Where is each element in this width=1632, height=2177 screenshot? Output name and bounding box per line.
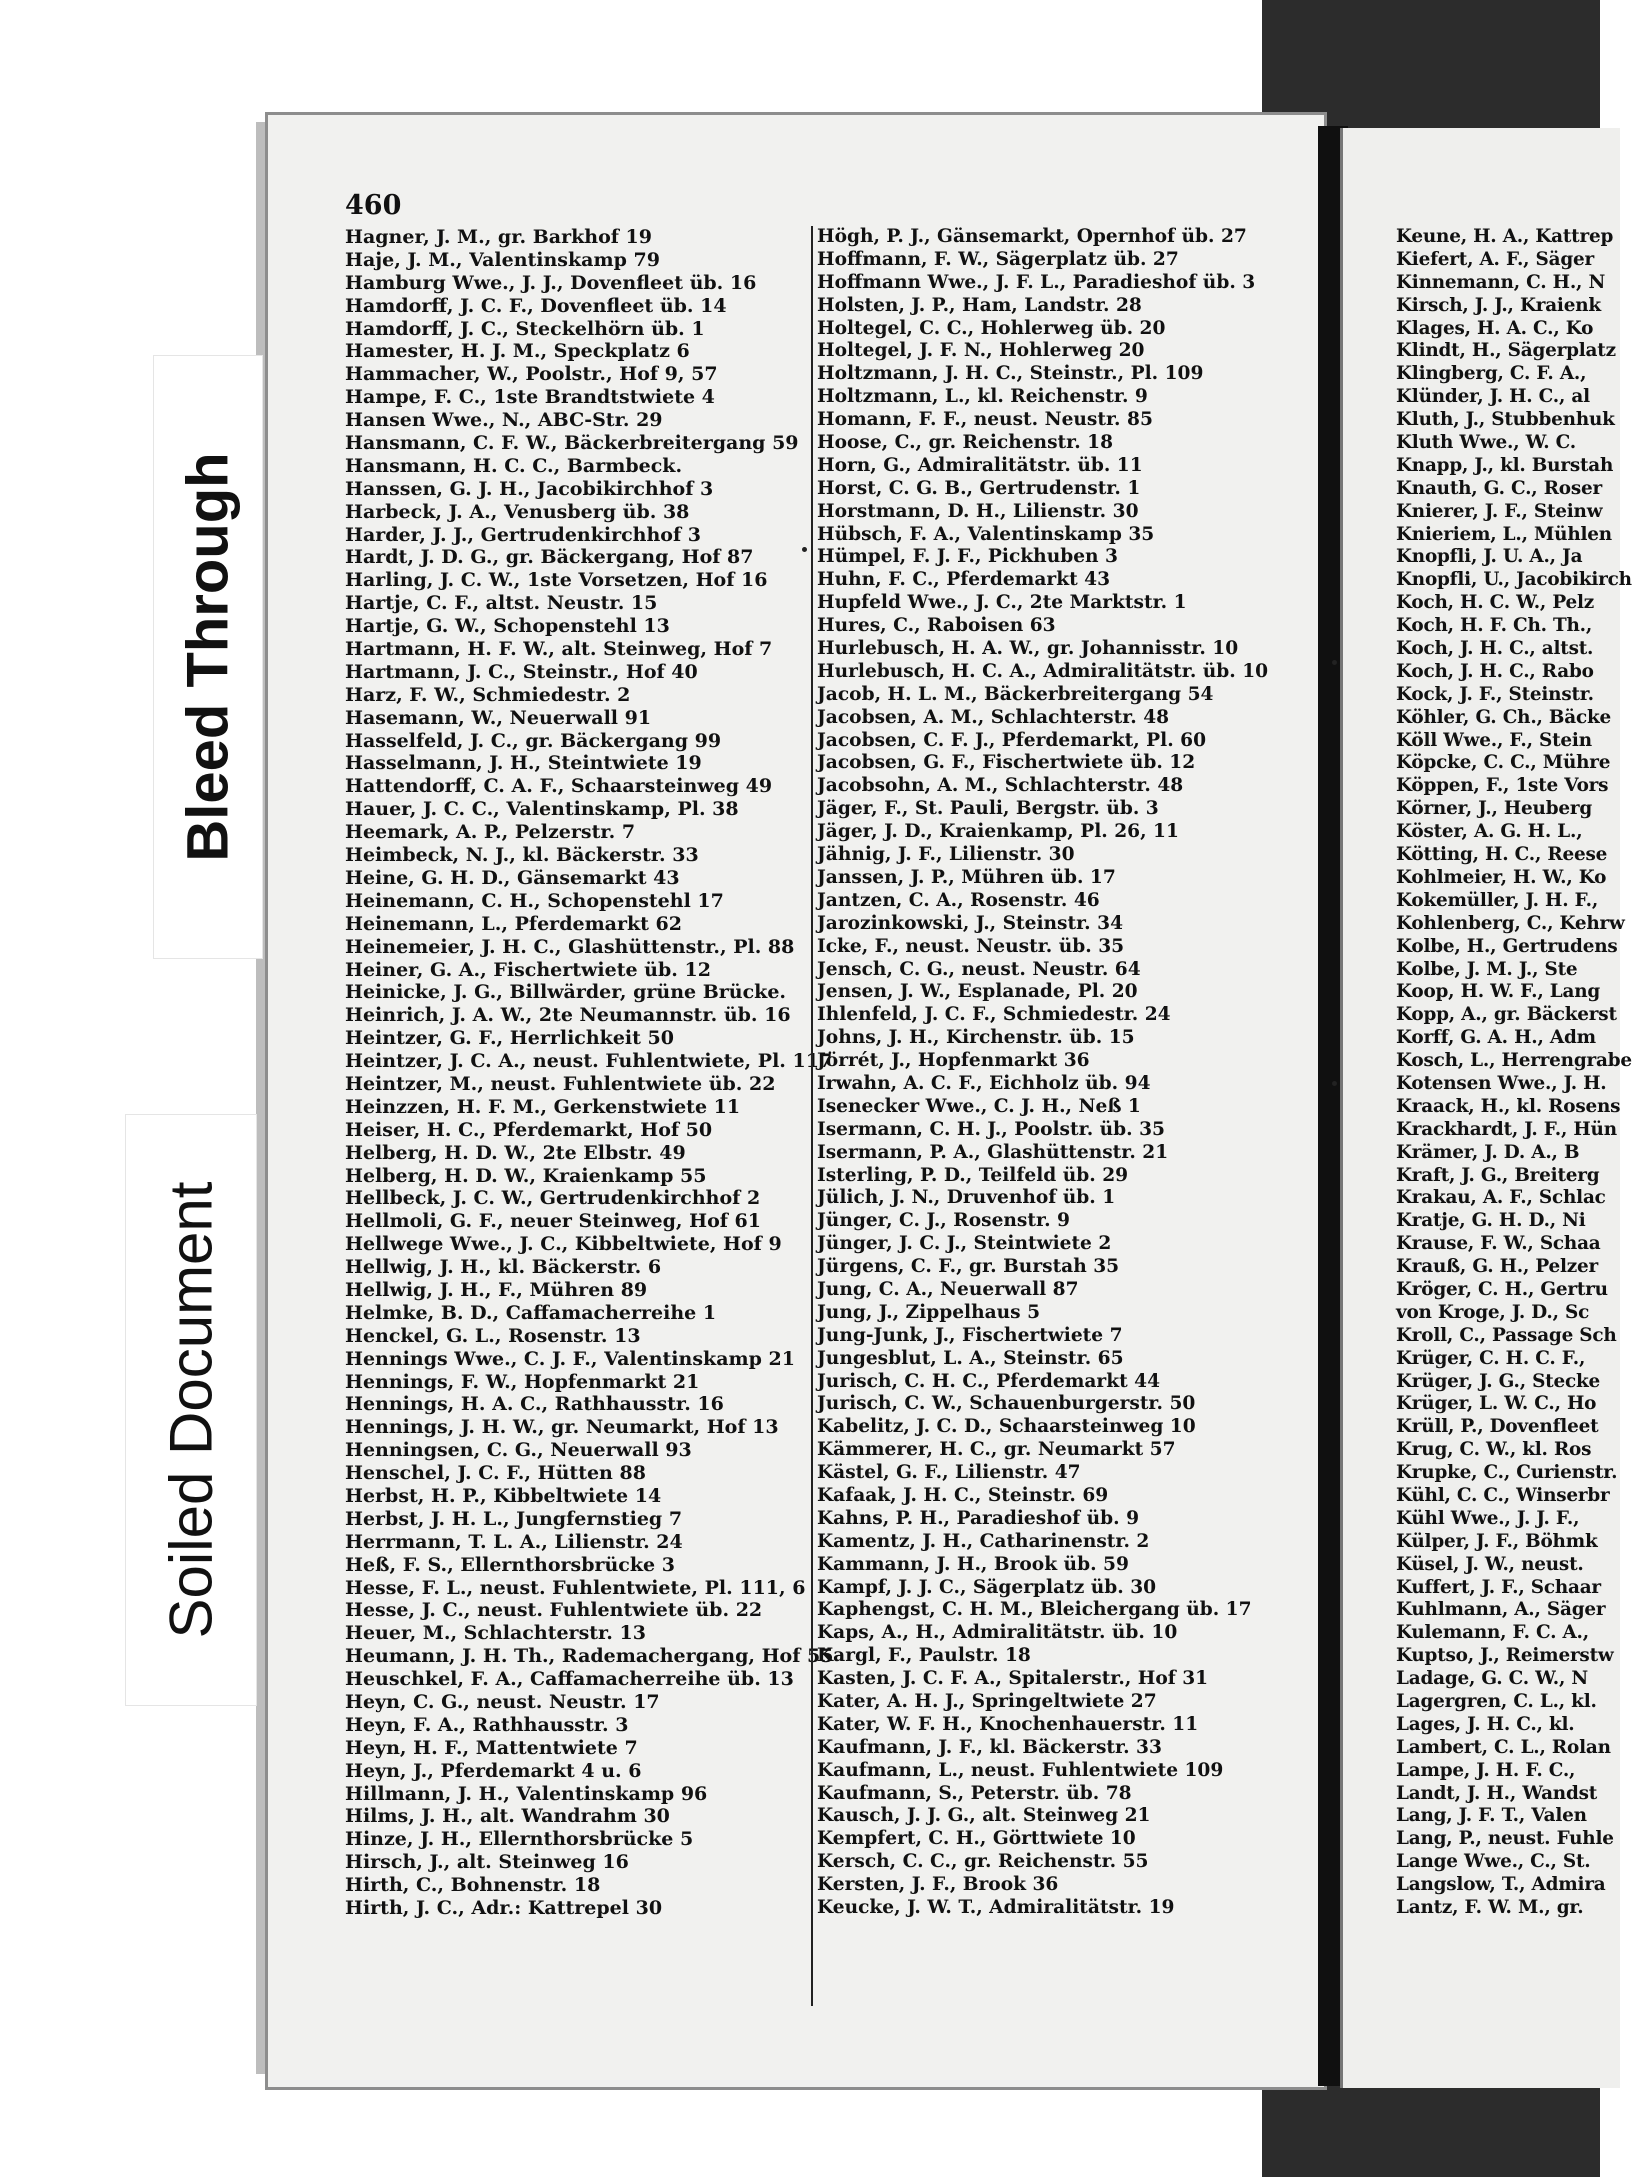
directory-entry: Lantz, F. W. M., gr. — [1396, 1897, 1584, 1919]
directory-entry: Langslow, T., Admira — [1396, 1874, 1606, 1896]
directory-entry: Hinze, J. H., Ellernthorsbrücke 5 — [345, 1828, 694, 1851]
directory-entry: Kater, A. H. J., Springeltwiete 27 — [817, 1691, 1157, 1712]
directory-entry: Hennings Wwe., C. J. F., Valentinskamp 21 — [345, 1347, 795, 1370]
directory-entry: Horstmann, D. H., Lilienstr. 30 — [817, 500, 1139, 522]
directory-entry: Krüll, P., Dovenfleet — [1396, 1416, 1599, 1438]
directory-entry: Lang, J. F. T., Valen — [1396, 1805, 1587, 1827]
directory-entry: Kaufmann, S., Peterstr. üb. 78 — [817, 1782, 1132, 1804]
directory-entry: Hasemann, W., Neuerwall 91 — [345, 706, 652, 729]
directory-entry: Kraft, J. G., Breiterg — [1396, 1164, 1600, 1186]
directory-entry: Koch, J. H. C., Rabo — [1396, 660, 1594, 682]
directory-entry: Jünger, C. J., Rosenstr. 9 — [817, 1210, 1070, 1232]
directory-entry: Heinemann, C. H., Schopenstehl 17 — [345, 889, 724, 912]
directory-entry: Hirth, J. C., Adr.: Kattrepel 30 — [345, 1897, 663, 1920]
directory-entry: Hasselfeld, J. C., gr. Bäckergang 99 — [345, 729, 722, 752]
directory-entry: Landt, J. H., Wandst — [1396, 1782, 1598, 1804]
directory-entry: Krämer, J. D. A., B — [1396, 1141, 1580, 1163]
directory-entry: Hupfeld Wwe., J. C., 2te Marktstr. 1 — [817, 592, 1187, 614]
directory-entry: Kolbe, H., Gertrudens — [1396, 935, 1618, 957]
directory-entry: Isterling, P. D., Teilfeld üb. 29 — [817, 1164, 1129, 1186]
directory-entry: Hures, C., Raboisen 63 — [817, 615, 1056, 637]
directory-entry: Helmke, B. D., Caffamacherreihe 1 — [345, 1301, 717, 1324]
soiled-document-label-text: Soiled Document — [157, 1181, 225, 1639]
directory-entry: Krüger, C. H. C. F., — [1396, 1347, 1586, 1369]
directory-entry: Keune, H. A., Kattrep — [1396, 226, 1614, 247]
directory-entry: Jarozinkowski, J., Steinstr. 34 — [817, 912, 1124, 934]
directory-entry: Heyn, F. A., Rathhausstr. 3 — [345, 1713, 629, 1736]
directory-entry: Kiefert, A. F., Säger — [1396, 248, 1595, 270]
directory-entry: Kosch, L., Herrengrabe — [1396, 1050, 1632, 1072]
directory-entry: Koch, H. C. W., Pelz — [1396, 592, 1594, 614]
directory-entry: Hattendorff, C. A. F., Schaarsteinweg 49 — [345, 775, 773, 798]
directory-entry: Haje, J. M., Valentinskamp 79 — [345, 248, 660, 271]
directory-column-right — [1396, 226, 1632, 1920]
directory-entry: Kempfert, C. H., Görttwiete 10 — [817, 1828, 1136, 1850]
directory-entry: Kafaak, J. H. C., Steinstr. 69 — [817, 1484, 1109, 1506]
directory-entry: Heinicke, J. G., Billwärder, grüne Brücke. — [345, 981, 787, 1004]
directory-entry: Krause, F. W., Schaa — [1396, 1233, 1601, 1255]
directory-entry: Kersch, C. C., gr. Reichenstr. 55 — [817, 1851, 1149, 1873]
directory-entry: Koch, J. H. C., altst. — [1396, 638, 1594, 660]
directory-entry: Jungesblut, L. A., Steinstr. 65 — [817, 1347, 1124, 1369]
directory-entry: Hansen Wwe., N., ABC-Str. 29 — [345, 409, 663, 432]
directory-entry: Helberg, H. D. W., 2te Elbstr. 49 — [345, 1141, 686, 1164]
directory-entry: Kabelitz, J. C. D., Schaarsteinweg 10 — [817, 1416, 1196, 1438]
directory-entry: Holsten, J. P., Ham, Landstr. 28 — [817, 294, 1142, 316]
directory-entry: Harz, F. W., Schmiedestr. 2 — [345, 683, 631, 706]
directory-entry: Kratje, G. H. D., Ni — [1396, 1210, 1586, 1232]
directory-entry: Heemark, A. P., Pelzerstr. 7 — [345, 821, 636, 844]
directory-entry: Hesse, F. L., neust. Fuhlentwiete, Pl. 111, 6 — [345, 1576, 806, 1599]
directory-entry: Helberg, H. D. W., Kraienkamp 55 — [345, 1164, 707, 1187]
directory-entry: Hanssen, G. J. H., Jacobikirchhof 3 — [345, 477, 714, 500]
directory-entry: Kuptso, J., Reimerstw — [1396, 1645, 1614, 1667]
directory-entry: Hansmann, H. C. C., Barmbeck. — [345, 454, 683, 477]
directory-entry: Kolbe, J. M. J., Ste — [1396, 958, 1578, 980]
directory-entry: Herrmann, T. L. A., Lilienstr. 24 — [345, 1530, 683, 1553]
directory-entry: Irwahn, A. C. F., Eichholz üb. 94 — [817, 1072, 1151, 1094]
directory-entry: Jörrét, J., Hopfenmarkt 36 — [817, 1050, 1090, 1072]
directory-entry: Kröger, C. H., Gertru — [1396, 1278, 1608, 1300]
directory-entry: Krupke, C., Curienstr. — [1396, 1462, 1618, 1484]
directory-entry: Krug, C. W., kl. Ros — [1396, 1439, 1592, 1461]
directory-entry: Knierer, J. F., Steinw — [1396, 500, 1603, 522]
directory-entry: Hirth, C., Bohnenstr. 18 — [345, 1874, 601, 1897]
directory-entry: Jurisch, C. W., Schauenburgerstr. 50 — [817, 1393, 1196, 1415]
directory-entry: Koop, H. W. F., Lang — [1396, 981, 1601, 1003]
directory-entry: Hennings, F. W., Hopfenmarkt 21 — [345, 1370, 700, 1393]
directory-entry: Jacobsen, C. F. J., Pferdemarkt, Pl. 60 — [817, 729, 1207, 751]
directory-entry: Jäger, J. D., Kraienkamp, Pl. 26, 11 — [817, 821, 1179, 843]
directory-entry: Knapp, J., kl. Burstah — [1396, 454, 1614, 476]
directory-entry: Heß, F. S., Ellernthorsbrücke 3 — [345, 1553, 675, 1576]
directory-entry: Jung, J., Zippelhaus 5 — [817, 1301, 1041, 1323]
directory-entry: Heintzer, M., neust. Fuhlentwiete üb. 22 — [345, 1072, 776, 1095]
directory-entry: Holtzmann, J. H. C., Steinstr., Pl. 109 — [817, 363, 1204, 385]
directory-entry: Küsel, J. W., neust. — [1396, 1553, 1584, 1575]
bleed-through-label — [154, 356, 262, 958]
soiled-document-label — [126, 1115, 256, 1705]
directory-entry: Krakau, A. F., Schlac — [1396, 1187, 1606, 1209]
directory-entry: von Kroge, J. D., Sc — [1396, 1301, 1590, 1323]
directory-entry: Högh, P. J., Gänsemarkt, Opernhof üb. 27 — [817, 226, 1247, 247]
directory-entry: Kahns, P. H., Paradieshof üb. 9 — [817, 1507, 1140, 1529]
directory-entry: Kulemann, F. C. A., — [1396, 1622, 1589, 1644]
directory-entry: Kämmerer, H. C., gr. Neumarkt 57 — [817, 1439, 1176, 1461]
directory-entry: Hamester, H. J. M., Speckplatz 6 — [345, 340, 690, 363]
directory-entry: Hellwege Wwe., J. C., Kibbeltwiete, Hof 9 — [345, 1233, 782, 1256]
directory-entry: Heuschkel, F. A., Caffamacherreihe üb. 13 — [345, 1668, 794, 1691]
directory-entry: Herbst, J. H. L., Jungfernstieg 7 — [345, 1507, 683, 1530]
directory-entry: Heintzer, G. F., Herrlichkeit 50 — [345, 1027, 674, 1050]
directory-entry: Hartmann, H. F. W., alt. Steinweg, Hof 7 — [345, 638, 773, 661]
directory-entry: Köhler, G. Ch., Bäcke — [1396, 706, 1612, 728]
directory-entry: Huhn, F. C., Pferdemarkt 43 — [817, 569, 1111, 591]
directory-entry: Hartje, G. W., Schopenstehl 13 — [345, 615, 670, 638]
directory-entry: Kasten, J. C. F. A., Spitalerstr., Hof 31 — [817, 1668, 1209, 1690]
directory-entry: Heimbeck, N. J., kl. Bäckerstr. 33 — [345, 844, 699, 867]
directory-entry: Hartmann, J. C., Steinstr., Hof 40 — [345, 660, 698, 683]
directory-entry: Kokemüller, J. H. F., — [1396, 889, 1599, 911]
directory-entry: Lagergren, C. L., kl. — [1396, 1691, 1597, 1712]
directory-entry: Ladage, G. C. W., N — [1396, 1668, 1588, 1690]
directory-entry: Hasselmann, J. H., Steintwiete 19 — [345, 752, 702, 775]
directory-entry: Hirsch, J., alt. Steinweg 16 — [345, 1851, 629, 1874]
directory-entry: Kargl, F., Paulstr. 18 — [817, 1645, 1031, 1667]
directory-entry: Körner, J., Heuberg — [1396, 798, 1592, 820]
directory-entry: Korff, G. A. H., Adm — [1396, 1027, 1596, 1049]
directory-entry: Kohlmeier, H. W., Ko — [1396, 866, 1607, 888]
directory-entry: Hellmoli, G. F., neuer Steinweg, Hof 61 — [345, 1210, 761, 1233]
directory-entry: Kühl Wwe., J. J. F., — [1396, 1507, 1580, 1529]
directory-entry: Hurlebusch, H. A. W., gr. Johannisstr. 10 — [817, 638, 1239, 660]
directory-entry: Lange Wwe., C., St. — [1396, 1851, 1591, 1873]
directory-entry: Heiner, G. A., Fischertwiete üb. 12 — [345, 958, 711, 981]
ink-spot — [1332, 660, 1337, 665]
directory-entry: Heine, G. H. D., Gänsemarkt 43 — [345, 866, 680, 889]
directory-entry: Kaufmann, L., neust. Fuhlentwiete 109 — [817, 1759, 1224, 1781]
directory-entry: Jünger, J. C. J., Steintwiete 2 — [817, 1233, 1112, 1255]
directory-entry: Kühl, C. C., Winserbr — [1396, 1484, 1610, 1506]
directory-entry: Harbeck, J. A., Venusberg üb. 38 — [345, 500, 690, 523]
directory-entry: Heumann, J. H. Th., Rademachergang, Hof 55 — [345, 1645, 834, 1668]
directory-entry: Henckel, G. L., Rosenstr. 13 — [345, 1324, 641, 1347]
directory-entry: Hardt, J. D. G., gr. Bäckergang, Hof 87 — [345, 546, 754, 569]
directory-entry: Kausch, J. J. G., alt. Steinweg 21 — [817, 1805, 1151, 1827]
directory-entry: Hennings, H. A. C., Rathhausstr. 16 — [345, 1393, 724, 1416]
directory-entry: Hoffmann, F. W., Sägerplatz üb. 27 — [817, 248, 1179, 270]
directory-entry: Lampe, J. H. F. C., — [1396, 1759, 1576, 1781]
directory-entry: Jantzen, C. A., Rosenstr. 46 — [817, 889, 1100, 911]
directory-entry: Harling, J. C. W., 1ste Vorsetzen, Hof 16 — [345, 569, 768, 592]
directory-entry: Jürgens, C. F., gr. Burstah 35 — [817, 1256, 1120, 1278]
directory-entry: Knauth, G. C., Roser — [1396, 477, 1602, 499]
directory-entry: Herbst, H. P., Kibbeltwiete 14 — [345, 1484, 662, 1507]
directory-entry: Hennings, J. H. W., gr. Neumarkt, Hof 13 — [345, 1416, 779, 1439]
directory-entry: Klünder, J. H. C., al — [1396, 386, 1590, 408]
directory-entry: Horst, C. G. B., Gertrudenstr. 1 — [817, 477, 1141, 499]
directory-entry: Kersten, J. F., Brook 36 — [817, 1874, 1059, 1896]
directory-entry: Krüger, L. W. C., Ho — [1396, 1393, 1597, 1415]
directory-entry: Kock, J. F., Steinstr. — [1396, 683, 1594, 705]
directory-entry: Hampe, F. C., 1ste Brandtstwiete 4 — [345, 386, 715, 409]
directory-entry: Hamdorff, J. C., Steckelhörn üb. 1 — [345, 317, 705, 340]
directory-entry: Hurlebusch, H. C. A., Admiralitätstr. üb. 10 — [817, 660, 1269, 682]
directory-entry: Jacobsen, A. M., Schlachterstr. 48 — [817, 706, 1170, 728]
directory-entry: Hoose, C., gr. Reichenstr. 18 — [817, 432, 1114, 454]
directory-entry: Henningsen, C. G., Neuerwall 93 — [345, 1439, 692, 1462]
directory-entry: Krauß, G. H., Pelzer — [1396, 1256, 1599, 1278]
directory-entry: Knopfli, U., Jacobikirch — [1396, 569, 1632, 591]
directory-entry: Heuer, M., Schlachterstr. 13 — [345, 1622, 646, 1645]
directory-entry: Hagner, J. M., gr. Barkhof 19 — [345, 226, 652, 248]
directory-entry: Hesse, J. C., neust. Fuhlentwiete üb. 22 — [345, 1599, 763, 1622]
directory-entry: Kaufmann, J. F., kl. Bäckerstr. 33 — [817, 1736, 1162, 1758]
directory-entry: Kampf, J. J. C., Sägerplatz üb. 30 — [817, 1576, 1157, 1598]
directory-entry: Hammacher, W., Poolstr., Hof 9, 57 — [345, 363, 718, 386]
directory-entry: Jacob, H. L. M., Bäckerbreitergang 54 — [817, 683, 1214, 705]
directory-entry: Heyn, H. F., Mattentwiete 7 — [345, 1736, 638, 1759]
directory-entry: Külper, J. F., Böhmk — [1396, 1530, 1598, 1552]
directory-column-left — [345, 226, 834, 1920]
directory-entry: Lages, J. H. C., kl. — [1396, 1713, 1575, 1735]
directory-entry: Knieriem, L., Mühlen — [1396, 523, 1612, 545]
directory-entry: Homann, F. F., neust. Neustr. 85 — [817, 409, 1153, 431]
directory-entry: Köll Wwe., F., Stein — [1396, 729, 1592, 751]
directory-entry: Jung-Junk, J., Fischertwiete 7 — [817, 1324, 1123, 1346]
directory-entry: Jähnig, J. F., Lilienstr. 30 — [817, 844, 1075, 866]
directory-entry: Kohlenberg, C., Kehrw — [1396, 912, 1625, 934]
directory-entry: Hamdorff, J. C. F., Dovenfleet üb. 14 — [345, 294, 727, 317]
directory-column-middle — [811, 226, 1307, 2006]
directory-entry: Köster, A. G. H. L., — [1396, 821, 1583, 843]
directory-entry: Holtegel, J. F. N., Hohlerweg 20 — [817, 340, 1145, 362]
directory-entry: Hoffmann Wwe., J. F. L., Paradieshof üb. 3 — [817, 271, 1256, 293]
directory-entry: Holtzmann, L., kl. Reichenstr. 9 — [817, 386, 1148, 408]
directory-entry: Icke, F., neust. Neustr. üb. 35 — [817, 935, 1125, 957]
directory-entry: Jäger, F., St. Pauli, Bergstr. üb. 3 — [817, 798, 1159, 820]
directory-entry: Jung, C. A., Neuerwall 87 — [817, 1278, 1079, 1300]
directory-entry: Hartje, C. F., altst. Neustr. 15 — [345, 592, 658, 615]
directory-entry: Kroll, C., Passage Sch — [1396, 1324, 1617, 1346]
directory-entry: Jacobsohn, A. M., Schlachterstr. 48 — [817, 775, 1184, 797]
directory-entry: Kluth Wwe., W. C. — [1396, 432, 1576, 454]
directory-entry: Hübsch, F. A., Valentinskamp 35 — [817, 523, 1155, 545]
directory-entry: Hümpel, F. J. F., Pickhuben 3 — [817, 546, 1118, 568]
directory-entry: Jensen, J. W., Esplanade, Pl. 20 — [817, 981, 1138, 1003]
directory-entry: Johns, J. H., Kirchenstr. üb. 15 — [817, 1027, 1135, 1049]
directory-entry: Kammann, J. H., Brook üb. 59 — [817, 1553, 1129, 1575]
directory-entry: Kopp, A., gr. Bäckerst — [1396, 1004, 1617, 1026]
directory-entry: Kinnemann, C. H., N — [1396, 271, 1606, 293]
directory-entry: Heinemeier, J. H. C., Glashüttenstr., Pl. 88 — [345, 935, 795, 958]
directory-entry: Kästel, G. F., Lilienstr. 47 — [817, 1462, 1081, 1484]
directory-entry: Jacobsen, G. F., Fischertwiete üb. 12 — [817, 752, 1196, 774]
directory-entry: Ihlenfeld, J. C. F., Schmiedestr. 24 — [817, 1004, 1171, 1026]
directory-entry: Hilms, J. H., alt. Wandrahm 30 — [345, 1805, 670, 1828]
directory-entry: Isermann, P. A., Glashüttenstr. 21 — [817, 1141, 1169, 1163]
directory-entry: Koch, H. F. Ch. Th., — [1396, 615, 1593, 637]
directory-entry: Keucke, J. W. T., Admiralitätstr. 19 — [817, 1897, 1175, 1919]
directory-entry: Kaps, A., H., Admiralitätstr. üb. 10 — [817, 1622, 1178, 1644]
directory-entry: Kotensen Wwe., J. H. — [1396, 1072, 1607, 1094]
directory-entry: Hellwig, J. H., kl. Bäckerstr. 6 — [345, 1256, 662, 1279]
directory-entry: Hauer, J. C. C., Valentinskamp, Pl. 38 — [345, 798, 739, 821]
directory-entry: Lang, P., neust. Fuhle — [1396, 1828, 1614, 1850]
directory-entry: Köppen, F., 1ste Vors — [1396, 775, 1609, 797]
directory-entry: Köpcke, C. C., Mühre — [1396, 752, 1611, 774]
directory-entry: Knopfli, J. U. A., Ja — [1396, 546, 1583, 568]
directory-entry: Jensch, C. G., neust. Neustr. 64 — [817, 958, 1141, 980]
directory-entry: Heyn, J., Pferdemarkt 4 u. 6 — [345, 1759, 642, 1782]
directory-entry: Henschel, J. C. F., Hütten 88 — [345, 1462, 646, 1485]
directory-entry: Isenecker Wwe., C. J. H., Neß 1 — [817, 1095, 1141, 1117]
ink-spot — [802, 547, 807, 552]
directory-entry: Klages, H. A. C., Ko — [1396, 317, 1594, 339]
directory-entry: Kluth, J., Stubbenhuk — [1396, 409, 1615, 431]
directory-entry: Isermann, C. H. J., Poolstr. üb. 35 — [817, 1118, 1165, 1140]
directory-entry: Heinzzen, H. F. M., Gerkenstwiete 11 — [345, 1095, 741, 1118]
directory-entry: Klindt, H., Sägerplatz — [1396, 340, 1616, 362]
directory-entry: Heinemann, L., Pferdemarkt 62 — [345, 912, 682, 935]
directory-entry: Holtegel, C. C., Hohlerweg üb. 20 — [817, 317, 1166, 339]
directory-entry: Klingberg, C. F. A., — [1396, 363, 1587, 385]
directory-entry: Kuffert, J. F., Schaar — [1396, 1576, 1601, 1598]
directory-entry: Hellbeck, J. C. W., Gertrudenkirchhof 2 — [345, 1187, 761, 1210]
directory-entry: Janssen, J. P., Mühren üb. 17 — [817, 866, 1116, 888]
directory-entry: Hillmann, J. H., Valentinskamp 96 — [345, 1782, 708, 1805]
directory-entry: Heintzer, J. C. A., neust. Fuhlentwiete, Pl. 117 — [345, 1050, 833, 1073]
directory-entry: Heinrich, J. A. W., 2te Neumannstr. üb. 16 — [345, 1004, 791, 1027]
directory-entry: Kater, W. F. H., Knochenhauerstr. 11 — [817, 1713, 1199, 1735]
directory-entry: Jurisch, C. H. C., Pferdemarkt 44 — [817, 1370, 1161, 1392]
ink-spot — [1332, 1081, 1337, 1086]
directory-entry: Kraack, H., kl. Rosens — [1396, 1095, 1621, 1117]
directory-entry: Hamburg Wwe., J. J., Dovenfleet üb. 16 — [345, 271, 757, 294]
directory-entry: Horn, G., Admiralitätstr. üb. 11 — [817, 454, 1143, 476]
directory-entry: Krackhardt, J. F., Hün — [1396, 1118, 1617, 1140]
page-number: 460 — [345, 190, 402, 221]
directory-entry: Kamentz, J. H., Catharinenstr. 2 — [817, 1530, 1150, 1552]
directory-entry: Heiser, H. C., Pferdemarkt, Hof 50 — [345, 1118, 713, 1141]
directory-entry: Hansmann, C. F. W., Bäckerbreitergang 59 — [345, 432, 799, 455]
directory-entry: Kuhlmann, A., Säger — [1396, 1599, 1606, 1621]
directory-entry: Kirsch, J. J., Kraienk — [1396, 294, 1601, 316]
directory-entry: Kaphengst, C. H. M., Bleichergang üb. 17 — [817, 1599, 1252, 1621]
directory-entry: Kötting, H. C., Reese — [1396, 844, 1608, 866]
directory-entry: Harder, J. J., Gertrudenkirchhof 3 — [345, 523, 701, 546]
directory-entry: Hellwig, J. H., F., Mühren 89 — [345, 1278, 648, 1301]
directory-entry: Heyn, C. G., neust. Neustr. 17 — [345, 1691, 660, 1713]
bleed-through-label-text: Bleed Through — [175, 452, 241, 862]
directory-entry: Krüger, J. G., Stecke — [1396, 1370, 1601, 1392]
directory-entry: Lambert, C. L., Rolan — [1396, 1736, 1611, 1758]
directory-entry: Jülich, J. N., Druvenhof üb. 1 — [817, 1187, 1116, 1209]
